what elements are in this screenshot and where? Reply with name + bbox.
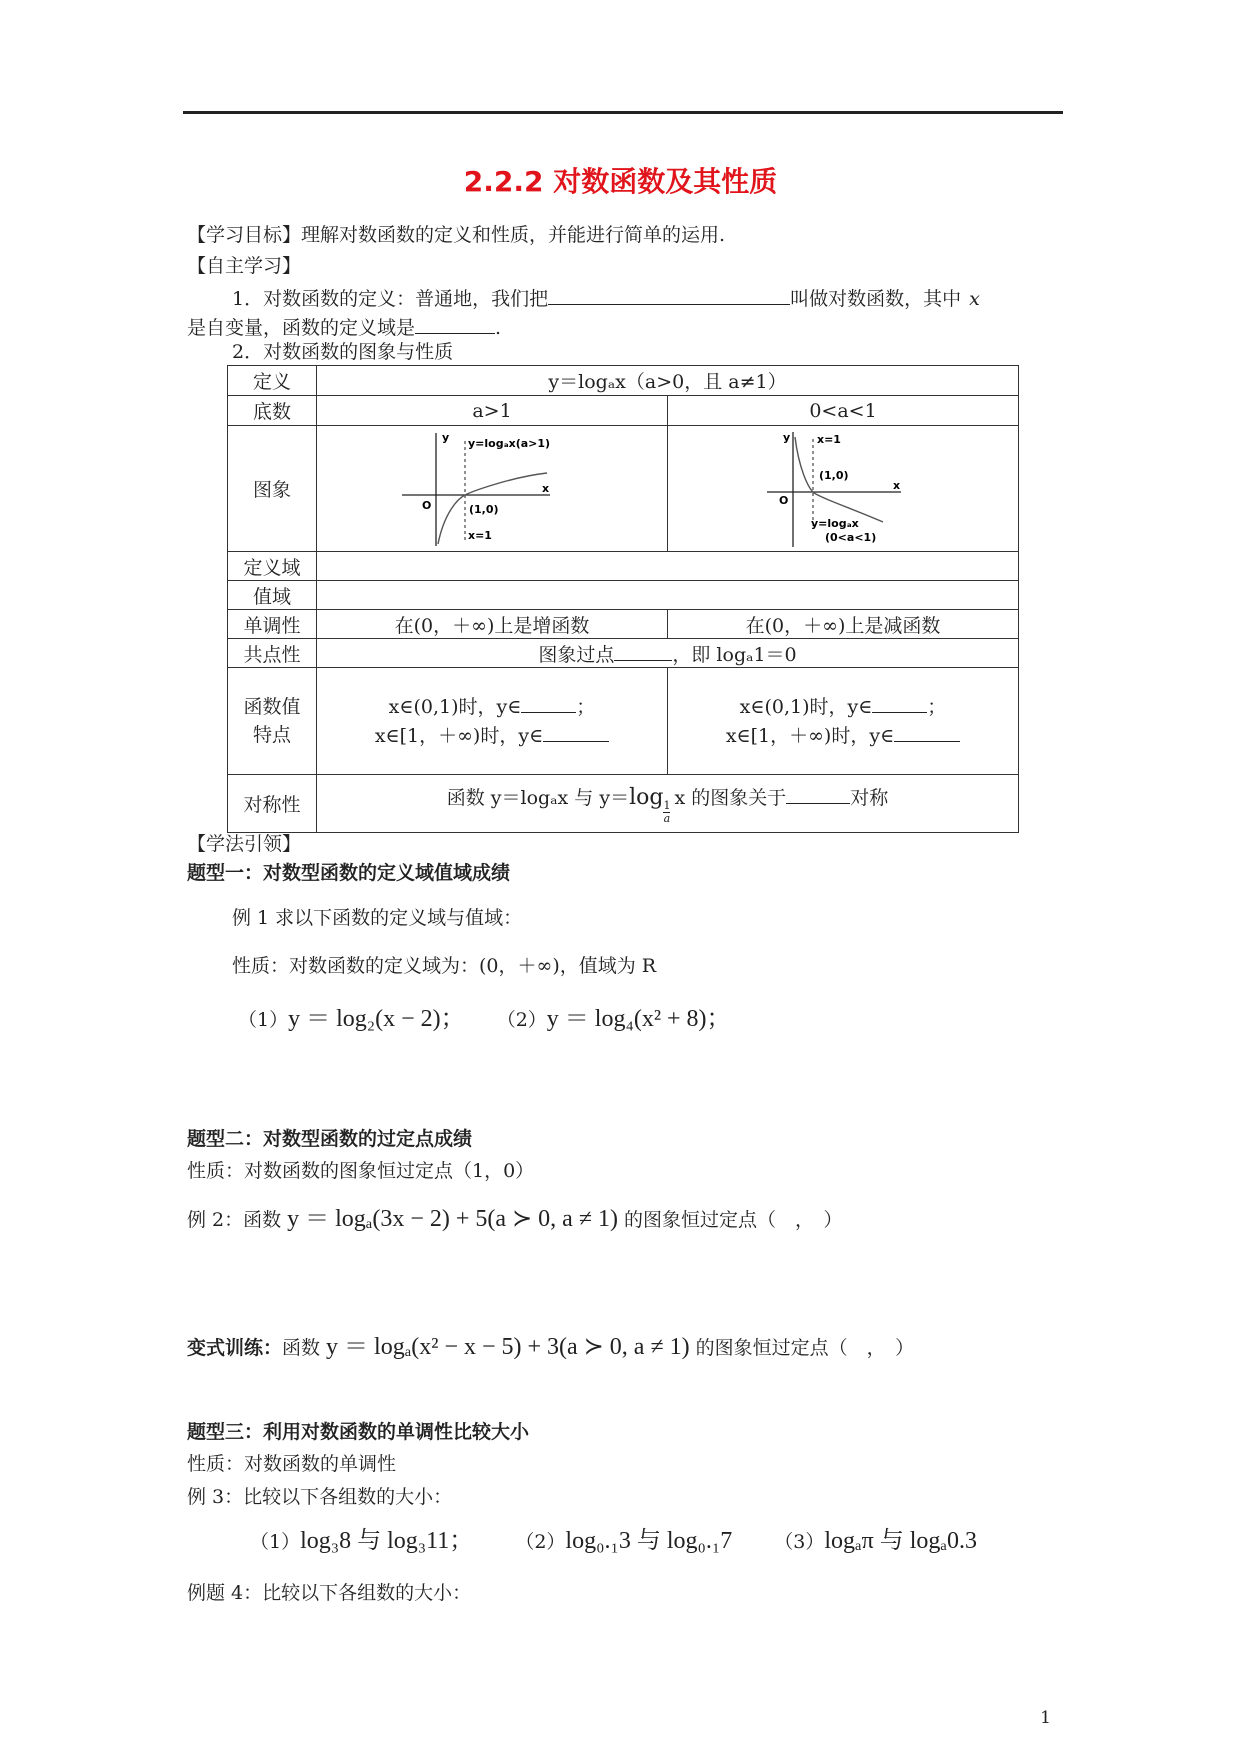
curve-label-a-gt-1: y=logₐx(a>1) [468,436,551,450]
variant-formula: y ＝ logₐ(x² − x − 5) + 3(a ≻ 0, a ≠ 1) [326,1334,690,1360]
values-blank[interactable] [543,721,609,742]
values-gt1 [317,668,668,775]
type1-heading: 题型一：对数型函数的定义域值域成绩 [187,862,511,884]
example4: 例题 4：比较以下各组数的大小： [187,1582,472,1604]
c3-formula: logₐπ 与 logₐ0.3 [824,1528,977,1554]
vline-label: x=1 [468,528,492,542]
base-gt1: a>1 [317,396,668,426]
common-text-b: ，即 logₐ1＝0 [672,643,797,666]
def-text-c: 是自变量，函数的定义域是 [187,317,416,339]
graph-decreasing [668,426,1019,552]
label-common-point: 共点性 [228,639,317,668]
y-axis-label: y [442,430,450,444]
range-answer[interactable] [317,581,1019,610]
label-values-1: 函数值 [243,696,301,718]
definition-line-1 [232,284,980,312]
sym-text-a: 函数 y＝logₐx 与 y＝ [446,786,630,809]
common-point-blank[interactable] [614,640,672,661]
point-label: (1,0) [819,468,849,482]
q2-label: （2） [496,1009,547,1031]
example3: 例 3：比较以下各组数的大小： [187,1486,453,1508]
type2-property: 性质：对数函数的图象恒过定点（1，0） [187,1160,535,1182]
symmetry-blank[interactable] [786,783,850,804]
example2 [187,1206,843,1233]
sym-text-b: x 的图象关于 [674,786,787,809]
row-values [228,668,1019,775]
q1-label: （1） [238,1009,289,1031]
log-graph-a-lt-1 [753,429,933,549]
c3-label: （3） [774,1531,825,1553]
values-text: x∈[1，＋∞)时，y∈ [374,725,544,747]
label-graph: 图象 [228,426,317,552]
example3-items [250,1528,977,1555]
c2-formula: log₀.₁3 与 log₀.₁7 [565,1528,733,1554]
common-text-a: 图象过点 [538,643,615,666]
def-end: . [495,317,502,339]
method-tag: 【学法引领】 [187,833,302,855]
domain-blank[interactable] [415,313,495,334]
label-definition: 定义 [228,366,317,396]
values-blank[interactable] [872,692,927,713]
def-blank[interactable] [548,284,790,305]
values-lt1-line1 [668,692,1018,721]
common-point-value [317,639,1019,668]
label-base: 底数 [228,396,317,426]
y-axis-label: y [783,430,791,444]
label-monotonicity: 单调性 [228,610,317,639]
example1: 例 1 求以下函数的定义域与值域： [232,907,523,929]
item2-heading: 2．对数函数的图象与性质 [232,341,454,363]
type1-questions [238,1006,731,1033]
row-symmetry [228,775,1019,833]
values-lt1 [668,668,1019,775]
sym-log: log [629,784,664,810]
origin-label: O [779,493,789,507]
values-gt1-line1 [317,692,667,721]
values-lt1-line2 [668,721,1018,750]
example2-tail: 的图象恒过定点（ ， ） [624,1209,843,1231]
variant-tail: 的图象恒过定点（ ， ） [695,1337,915,1359]
sym-base-fraction: $\frac{1}{a}$ [663,798,671,825]
mono-increasing: 在(0，＋∞)上是增函数 [317,610,668,639]
values-gt1-line2 [317,721,667,750]
def-var: x [969,288,980,310]
row-domain [228,552,1019,581]
type3-property: 性质：对数函数的单调性 [187,1453,397,1475]
def-text-b: 叫做对数函数，其中 [790,288,962,310]
label-domain: 定义域 [228,552,317,581]
q1-formula: y ＝ log₂(x − 2)； [288,1006,465,1032]
definition-value: y＝logₐx（a>0，且 a≠1） [317,366,1019,396]
point-label: (1,0) [469,502,499,516]
row-common-point [228,639,1019,668]
header-rule [183,111,1063,114]
values-blank[interactable] [521,692,576,713]
learning-goal [187,222,725,248]
q2-formula: y ＝ log₄(x² + 8)； [546,1006,731,1032]
semicolon: ； [927,696,947,718]
semicolon: ； [576,696,596,718]
type3-heading: 题型三：利用对数函数的单调性比较大小 [187,1421,530,1443]
row-definition [228,366,1019,396]
goal-text: 理解对数函数的定义和性质，并能进行简单的运用. [301,224,726,246]
goal-tag: 【学习目标】 [187,224,302,246]
example2-formula: y ＝ logₐ(3x − 2) + 5(a ≻ 0, a ≠ 1) [287,1206,618,1232]
self-study-tag: 【自主学习】 [187,255,302,277]
values-blank[interactable] [894,721,960,742]
row-range [228,581,1019,610]
symmetry-value [317,775,1019,833]
c2-label: （2） [515,1531,566,1553]
sym-text-c: 对称 [850,786,889,809]
values-text: x∈(0,1)时，y∈ [739,696,873,718]
row-monotonicity [228,610,1019,639]
variant-training [187,1334,914,1361]
row-base [228,396,1019,426]
type1-property: 性质：对数函数的定义域为：(0，＋∞)，值域为 R [232,955,657,977]
row-graph [228,426,1019,552]
log-graph-a-gt-1 [402,429,582,549]
properties-table [227,365,1019,833]
values-text: x∈[1，＋∞)时，y∈ [725,725,895,747]
curve-label-a-lt-1: y=logₐx [811,516,859,530]
curve-condition: (0<a<1) [825,530,877,544]
label-values [228,668,317,775]
label-symmetry: 对称性 [228,775,317,833]
label-values-2: 特点 [252,724,291,746]
variant-tag: 变式训练： [187,1337,283,1359]
graph-increasing [317,426,668,552]
domain-answer[interactable] [317,552,1019,581]
vline-label: x=1 [817,432,841,446]
def-text-a: 1．对数函数的定义：普通地，我们把 [232,288,549,310]
page-number: 1 [1040,1708,1051,1728]
variant-label: 函数 [282,1337,321,1359]
label-range: 值域 [228,581,317,610]
definition-line-2 [187,313,501,341]
c1-formula: log₃8 与 log₃11； [300,1528,474,1554]
page-title: 2.2.2 对数函数及其性质 [463,165,778,198]
origin-label: O [422,498,432,512]
c1-label: （1） [250,1531,301,1553]
mono-decreasing: 在(0，＋∞)上是减函数 [668,610,1019,639]
type2-heading: 题型二：对数型函数的过定点成绩 [187,1128,473,1150]
x-axis-label: x [542,481,550,495]
values-text: x∈(0,1)时，y∈ [388,696,522,718]
x-axis-label: x [893,478,901,492]
base-lt1: 0<a<1 [668,396,1019,426]
example2-label: 例 2：函数 [187,1209,282,1231]
